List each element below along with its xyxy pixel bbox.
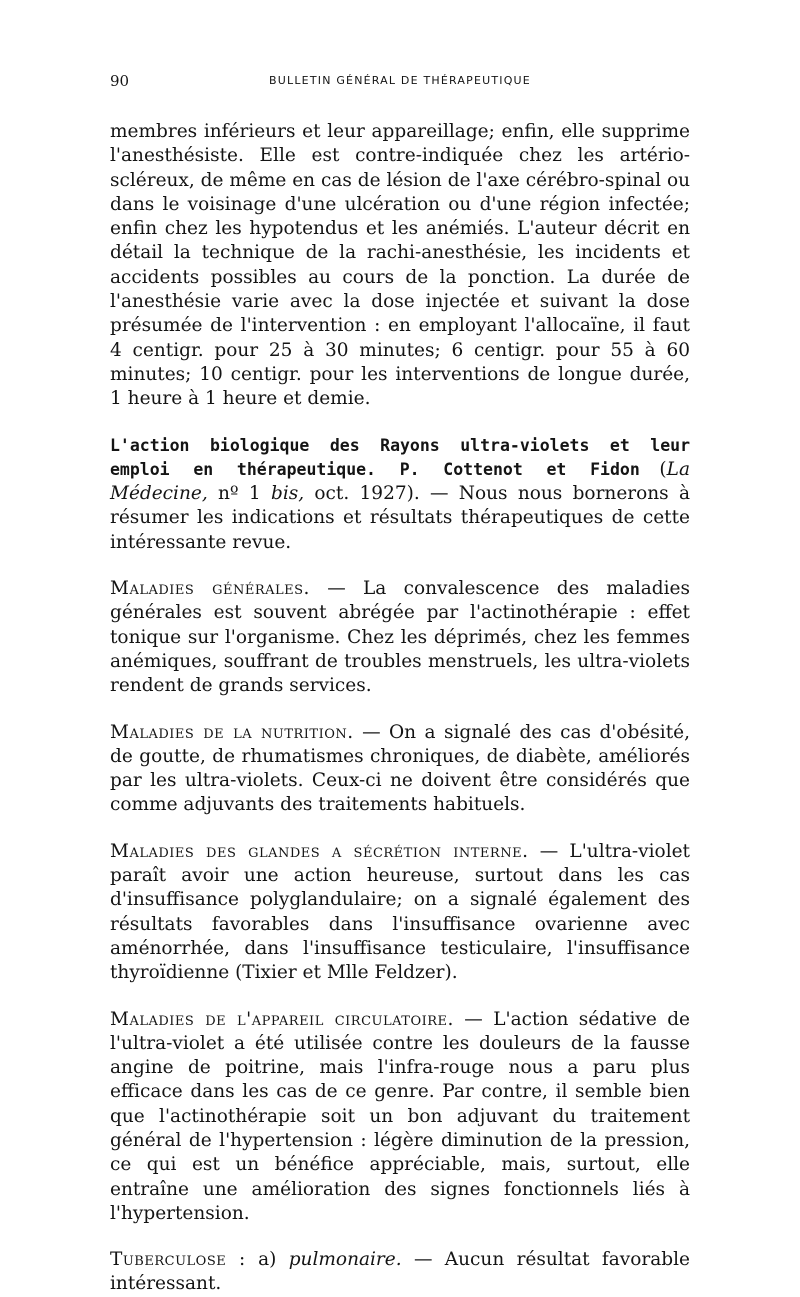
section-text: — On a signalé des cas d'obésité, de goutte, de rhumatismes chroniques, de diabète, améliorés par les ultra-violets. Ceux-ci ne doivent être considérés que comme adjuvants des traitements habituels. (110, 721, 690, 816)
ref-date: oct. 1927). (304, 483, 420, 505)
journal-name: La Médecine, (110, 458, 690, 505)
section-text: — L'action sédative de l'ultra-violet a été utilisée contre les douleurs de la fausse angine de poitrine, mais l'infra-rouge nous a paru plus efficace dans les cas de ce genre. Par contre, il semble bien que l'actinothérapie soit un bon adjuvant du traitement général de l'hypertension : légère diminution de la pression, ce qui est un bénéfice appréciable, mais, surtout, elle entraîne une amélioration des signes fonctionnels liés à l'hypertension. (110, 1008, 690, 1224)
section-glandes-secretion (110, 840, 690, 986)
article-title: L'action biologique des Rayons ultra-violets et leur emploi en thérapeutique. P. Cottenot et Fidon (110, 435, 690, 479)
section-label: Maladies des glandes a sécrétion interne. (110, 840, 529, 862)
section-tuberculose (110, 1248, 690, 1297)
section-label: Maladies générales. (110, 578, 310, 600)
section-text: — Aucun résultat favorable intéressant. (110, 1249, 690, 1295)
intro-paragraph: membres inférieurs et leur appareillage; enfin, elle supprime l'anesthésiste. Elle est contre-indiquée chez les artério-scléreux, de même en cas de lésion de l'axe cérébro-spinal ou dans le voisinage d'une ulcération ou d'une région infectée; enfin chez les hypotendus et les anémiés. L'auteur décrit en détail la technique de la rachi-anesthésie, les incidents et accidents possibles au cours de la ponction. La durée de l'anesthésie varie avec la dose injectée et suivant la dose présumée de l'intervention : en employant l'allocaïne, il faut 4 centigr. pour 25 à 30 minutes; 6 centigr. pour 55 à 60 minutes; 10 centigr. pour les interventions de longue durée, 1 heure à 1 heure et demie. (110, 121, 690, 410)
ref-number: nº 1 (207, 483, 261, 505)
section-maladies-nutrition (110, 721, 690, 818)
section-label: Tuberculose : (110, 1249, 246, 1271)
section-text: — La convalescence des maladies générales est souvent abrégée par l'actinothérapie : effet tonique sur l'organisme. Chez les déprimés, chez les femmes anémiques, souffrant de troubles menstruels, les ultra-violets rendent de grands services. (110, 578, 691, 697)
section-maladies-generales (110, 577, 690, 698)
section-label: Maladies de l'appareil circulatoire. (110, 1008, 454, 1030)
ref-open: ( (639, 458, 667, 480)
article-summary: — Nous nous bornerons à résumer les indications et résultats thérapeutiques de cette intéressante revue. (110, 483, 690, 553)
section-text: — L'ultra-violet paraît avoir une action heureuse, surtout dans les cas d'insuffisance polyglandulaire; on a signalé également des résultats favorables dans l'insuffisance ovarienne avec aménorrhée, dans l'insuffisance testiculaire, l'insuffisance thyroïdienne (Tixier et Mlle Feldzer). (110, 840, 690, 984)
section-appareil-circulatoire (110, 1008, 690, 1227)
tuberculose-prefix: a) (245, 1249, 289, 1271)
article-heading (110, 434, 690, 555)
page-number: 90 (110, 72, 130, 90)
tuberculose-subtype: pulmonaire. (288, 1249, 402, 1271)
running-title: BULLETIN GÉNÉRAL DE THÉRAPEUTIQUE (269, 74, 531, 87)
running-header (110, 72, 690, 98)
section-label: Maladies de la nutrition. (110, 721, 354, 743)
ref-bis: bis, (260, 483, 305, 505)
